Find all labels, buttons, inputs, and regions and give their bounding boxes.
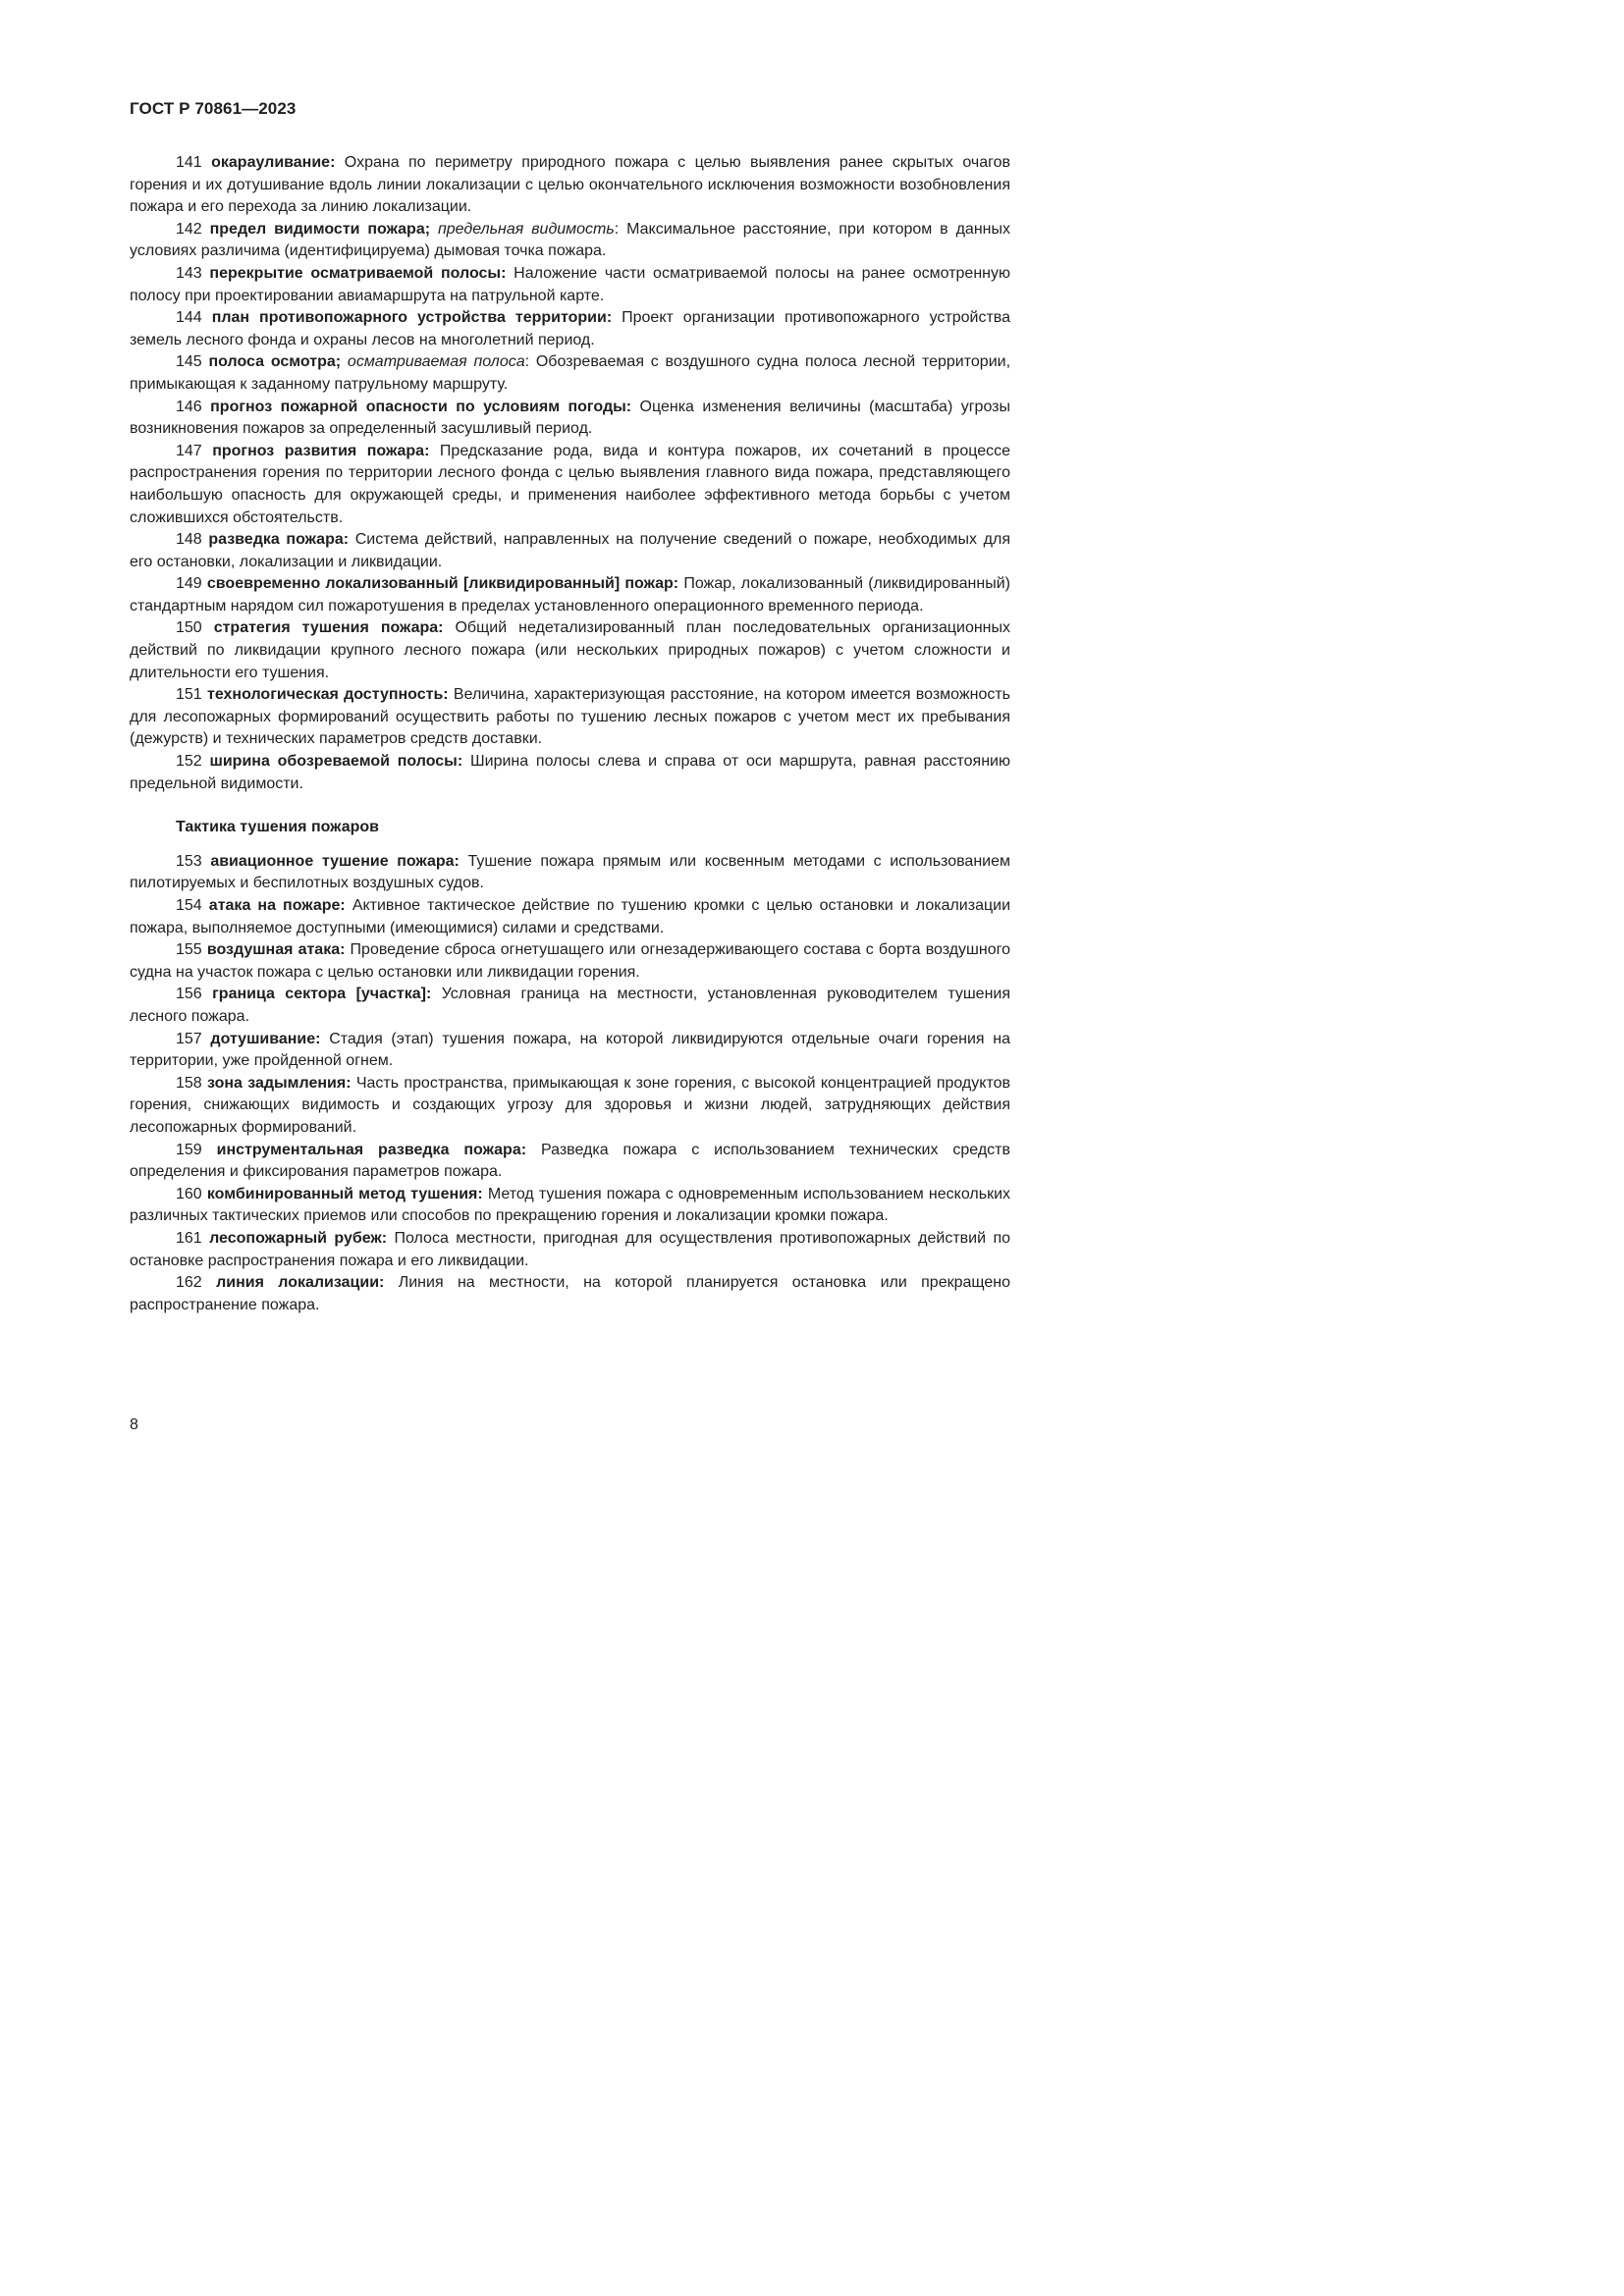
- term-number: 161: [176, 1229, 202, 1247]
- term-title: полоса осмотра;: [208, 353, 342, 371]
- term-definition: Ширина полосы слева и справа от оси маршрута, равная расстоянию предельной видимости.: [130, 753, 1010, 792]
- term-entry: [130, 1184, 1010, 1228]
- term-entry: [130, 617, 1010, 684]
- term-number: 149: [176, 575, 202, 593]
- term-title: предел видимости пожара;: [209, 220, 431, 238]
- term-number: 147: [176, 442, 202, 459]
- term-entry: [130, 529, 1010, 573]
- term-definition: Линия на местности, на которой планируется остановка или прекращено распространение пожара.: [130, 1274, 1011, 1313]
- term-definition: Система действий, направленных на получение сведений о пожаре, необходимых для его остановки, локализации и ликвидации.: [130, 531, 1011, 570]
- term-synonym: предельная видимость: [430, 220, 615, 238]
- term-definition: Охрана по периметру природного пожара с целью выявления ранее скрытых очагов горения и их дотушивание вдоль линии локализации с целью окончательного исключения возможности возобновления пожара и его перехода за линию локализации.: [130, 154, 1010, 216]
- term-title: линия локализации:: [216, 1274, 385, 1292]
- term-number: 151: [176, 686, 202, 704]
- term-entry: [130, 573, 1010, 617]
- term-number: 160: [176, 1185, 202, 1202]
- term-definition: Полоса местности, пригодная для осуществления противопожарных действий по остановке распространения пожара и его ликвидации.: [130, 1229, 1011, 1269]
- term-entry: [130, 1228, 1010, 1272]
- term-title: прогноз развития пожара:: [212, 442, 430, 459]
- term-number: 144: [176, 309, 202, 327]
- term-entry: [130, 219, 1010, 263]
- term-entry: [130, 1029, 1010, 1073]
- term-definition: Предсказание рода, вида и контура пожаров, их сочетаний в процессе распространения горения по территории лесного фонда с целью выявления главного вида пожара, представляющего наибольшую опасность для окружающей среды, и применения наиболее эффективного метода борьбы с учетом сложившихся обстоятельств.: [130, 442, 1011, 526]
- term-number: 156: [176, 986, 202, 1003]
- term-number: 146: [176, 398, 202, 415]
- term-number: 158: [176, 1074, 202, 1092]
- term-definition: Наложение части осматриваемой полосы на ранее осмотренную полосу при проектировании авиамаршрута на патрульной карте.: [130, 264, 1011, 304]
- term-title: технологическая доступность:: [207, 686, 449, 704]
- term-number: 153: [176, 852, 202, 870]
- term-entry: [130, 939, 1010, 984]
- term-title: зона задымления:: [207, 1074, 352, 1092]
- term-title: план противопожарного устройства территории:: [211, 309, 613, 327]
- term-number: 141: [176, 154, 202, 171]
- term-entry: [130, 1272, 1010, 1316]
- term-definition: Разведка пожара с использованием технических средств определения и фиксирования параметров пожара.: [130, 1141, 1010, 1181]
- term-entry: [130, 351, 1010, 396]
- term-definition: Условная граница на местности, установленная руководителем тушения лесного пожара.: [130, 986, 1011, 1025]
- term-number: 154: [176, 897, 202, 914]
- term-number: 157: [176, 1030, 202, 1047]
- term-title: инструментальная разведка пожара:: [216, 1141, 527, 1158]
- term-number: 142: [176, 220, 202, 238]
- term-number: 152: [176, 753, 202, 771]
- term-entry: [130, 441, 1010, 529]
- term-title: лесопожарный рубеж:: [209, 1229, 388, 1247]
- document-body: [130, 152, 1010, 1316]
- term-definition: Тушение пожара прямым или косвенным методами с использованием пилотируемых и беспилотных воздушных судов.: [130, 852, 1010, 892]
- term-definition: Активное тактическое действие по тушению кромки с целью остановки и локализации пожара, выполняемое доступными (имеющимися) силами и средствами.: [130, 897, 1011, 936]
- term-entry: [130, 1073, 1010, 1140]
- terms-list-tactics: [130, 851, 1010, 1316]
- term-title: окарауливание:: [211, 154, 336, 171]
- term-title: разведка пожара:: [208, 531, 350, 549]
- term-definition: Величина, характеризующая расстояние, на котором имеется возможность для лесопожарных формирований осуществить работы по тушению лесных пожаров с учетом мест их пребывания (дежурств) и технических параметров средств доставки.: [130, 686, 1011, 748]
- term-title: своевременно локализованный [ликвидированный] пожар:: [206, 575, 679, 593]
- term-entry: [130, 263, 1010, 307]
- term-title: граница сектора [участка]:: [212, 986, 432, 1003]
- term-title: комбинированный метод тушения:: [206, 1185, 483, 1202]
- term-title: стратегия тушения пожара:: [213, 619, 444, 637]
- section-heading: Тактика тушения пожаров: [176, 819, 379, 836]
- term-definition: Общий недетализированный план последовательных организационных действий по ликвидации крупного лесного пожара (или нескольких природных пожаров) с учетом сложности и длительности его тушения.: [130, 619, 1011, 681]
- term-title: авиационное тушение пожара:: [210, 852, 460, 870]
- term-title: ширина обозреваемой полосы:: [209, 753, 463, 771]
- document-header: ГОСТ Р 70861—2023: [130, 99, 297, 118]
- term-definition: : Обозреваемая с воздушного судна полоса лесной территории, примыкающая к заданному патрульному маршруту.: [130, 353, 1011, 393]
- term-entry: [130, 751, 1010, 795]
- term-definition: Пожар, локализованный (ликвидированный) стандартным нарядом сил пожаротушения в пределах установленного операционного временного периода.: [130, 575, 1010, 614]
- term-number: 148: [176, 531, 202, 549]
- term-number: 159: [176, 1141, 202, 1158]
- term-entry: [130, 152, 1010, 219]
- term-definition: Метод тушения пожара с одновременным использованием нескольких различных тактических приемов или способов по прекращению горения и локализации кромки пожара.: [130, 1185, 1011, 1225]
- term-entry: [130, 895, 1010, 939]
- term-entry: [130, 984, 1010, 1028]
- term-number: 145: [176, 353, 202, 371]
- term-entry: [130, 307, 1010, 351]
- term-number: 150: [176, 619, 202, 637]
- term-title: перекрытие осматриваемой полосы:: [209, 264, 507, 282]
- term-number: 143: [176, 264, 202, 282]
- term-definition: Проект организации противопожарного устройства земель лесного фонда и охраны лесов на многолетний период.: [130, 309, 1011, 348]
- term-title: атака на пожаре:: [208, 897, 346, 914]
- term-definition: Часть пространства, примыкающая к зоне горения, с высокой концентрацией продуктов горения, снижающих видимость и создающих угрозу для здоровья и жизни людей, затрудняющих действия лесопожарных формирований.: [130, 1074, 1010, 1136]
- term-definition: : Максимальное расстояние, при котором в данных условиях различима (идентифицируема) дымовая точка пожара.: [130, 220, 1010, 260]
- term-entry: [130, 397, 1010, 441]
- terms-list-general: [130, 152, 1010, 795]
- term-entry: [130, 1140, 1010, 1184]
- term-definition: Стадия (этап) тушения пожара, на которой ликвидируются отдельные очаги горения на территории, уже пройденной огнем.: [130, 1030, 1010, 1070]
- term-title: прогноз пожарной опасности по условиям погоды:: [210, 398, 632, 415]
- term-definition: Проведение сброса огнетушащего или огнезадерживающего состава с борта воздушного судна на участок пожара с целью остановки или ликвидации горения.: [130, 941, 1010, 981]
- term-number: 155: [176, 941, 202, 959]
- term-title: дотушивание:: [210, 1030, 321, 1047]
- term-entry: [130, 851, 1010, 895]
- page-number: 8: [130, 1416, 138, 1433]
- term-title: воздушная атака:: [206, 941, 346, 959]
- term-entry: [130, 684, 1010, 751]
- term-definition: Оценка изменения величины (масштаба) угрозы возникновения пожаров за определенный засушливый период.: [130, 398, 1010, 438]
- term-number: 162: [176, 1274, 202, 1292]
- term-synonym: осматриваемая полоса: [341, 353, 525, 371]
